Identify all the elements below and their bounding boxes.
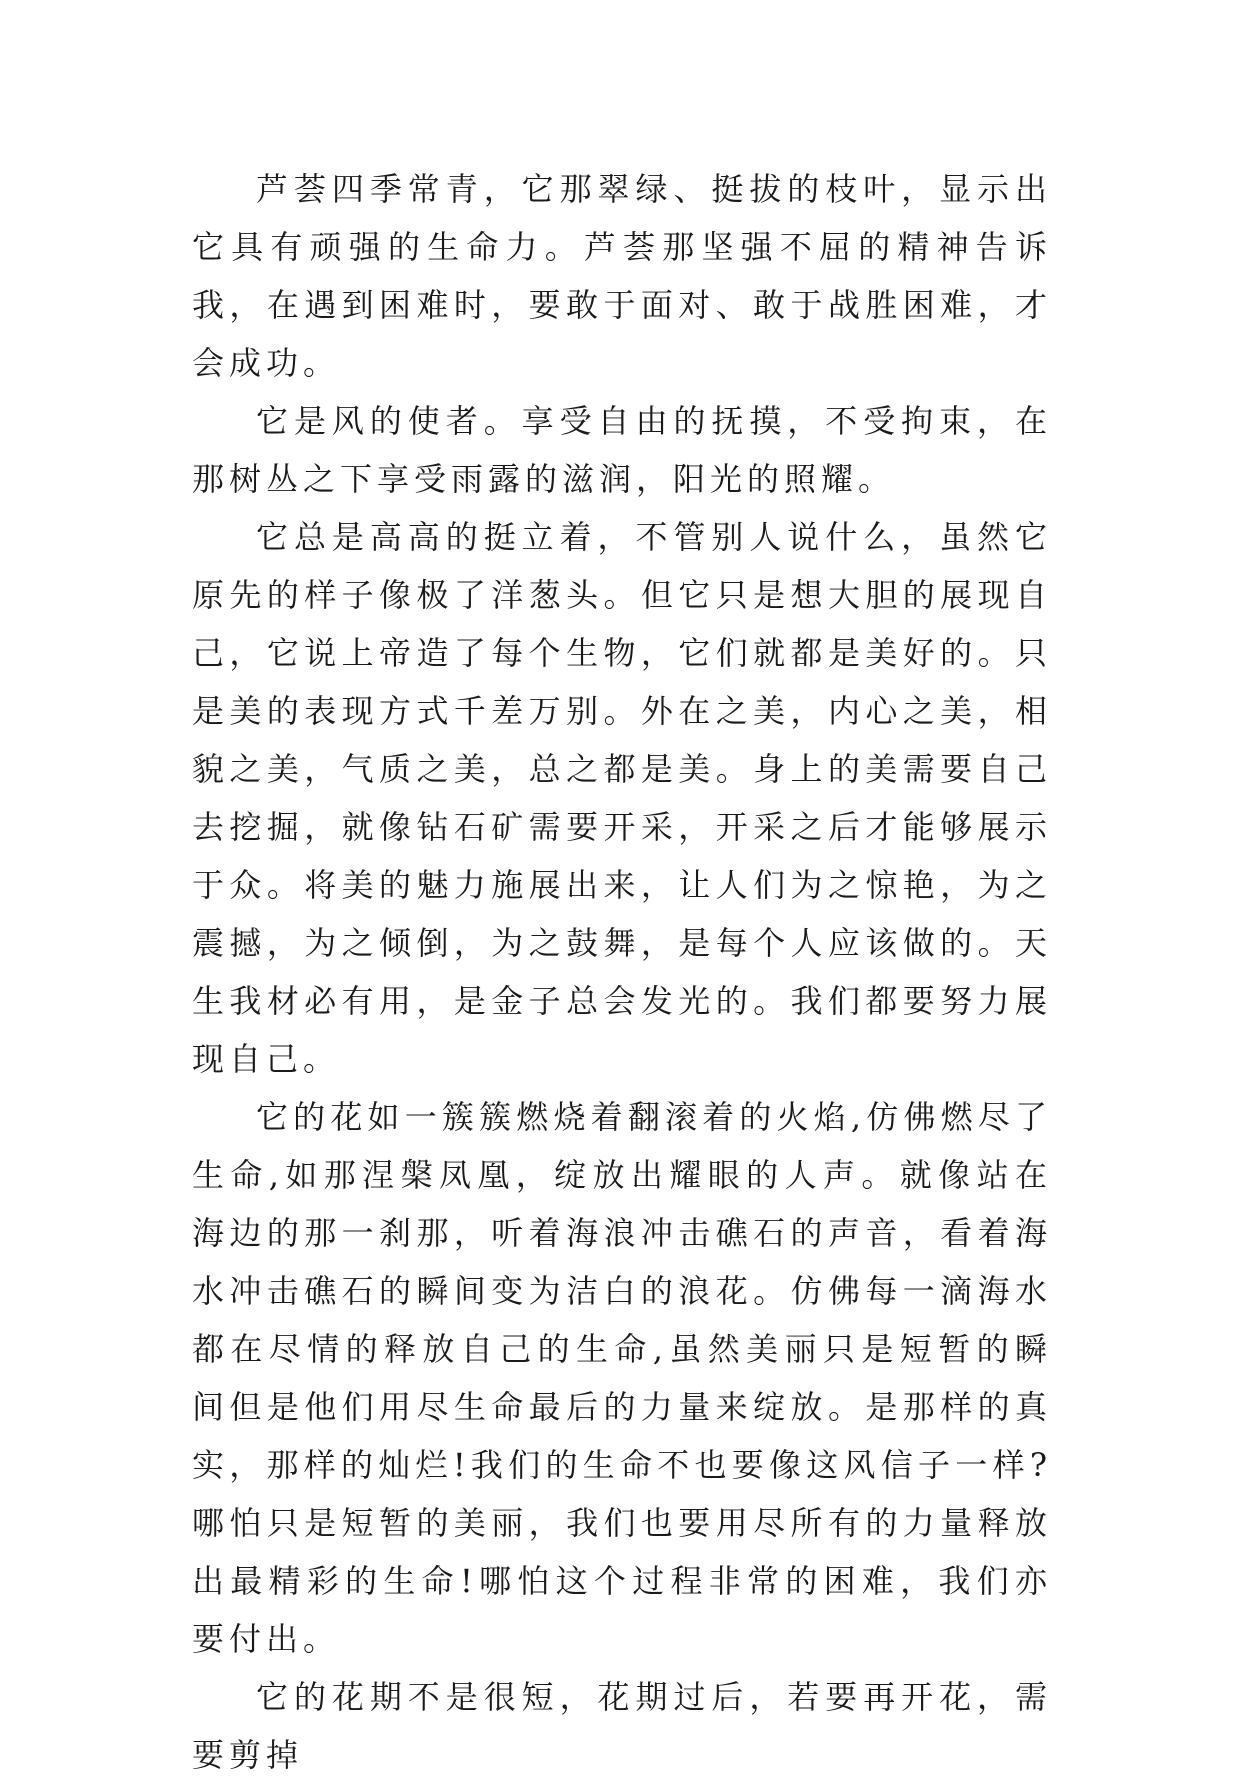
paragraph: 它是风的使者。享受自由的抚摸，不受拘束，在那树丛之下享受雨露的滋润，阳光的照耀。 (192, 402, 1052, 498)
paragraph: 它的花期不是很短，花期过后，若要再开花，需要剪掉 (192, 1678, 1052, 1774)
document-body (192, 160, 1052, 1784)
paragraph: 它总是高高的挺立着，不管别人说什么，虽然它原先的样子像极了洋葱头。但它只是想大胆的展现自己，它说上帝造了每个生物，它们就都是美好的。只是美的表现方式千差万别。外在之美，内心之美，相貌之美，气质之美，总之都是美。身上的美需要自己去挖掘，就像钻石矿需要开采，开采之后才能够展示于众。将美的魅力施展出来，让人们为之惊艳，为之震撼，为之倾倒，为之鼓舞，是每个人应该做的。天生我材必有用，是金子总会发光的。我们都要努力展现自己。 (192, 518, 1052, 1078)
paragraph: 芦荟四季常青，它那翠绿、挺拔的枝叶，显示出它具有顽强的生命力。芦荟那坚强不屈的精神告诉我，在遇到困难时，要敢于面对、敢于战胜困难，才会成功。 (192, 170, 1052, 382)
paragraph: 它的花如一簇簇燃烧着翻滚着的火焰,仿佛燃尽了生命,如那涅槃凤凰，绽放出耀眼的人声。就像站在海边的那一刹那，听着海浪冲击礁石的声音，看着海水冲击礁石的瞬间变为洁白的浪花。仿佛每一滴海水都在尽情的释放自己的生命,虽然美丽只是短暂的瞬间但是他们用尽生命最后的力量来绽放。是那样的真实，那样的灿烂!我们的生命不也要像这风信子一样?哪怕只是短暂的美丽，我们也要用尽所有的力量释放出最精彩的生命!哪怕这个过程非常的困难，我们亦要付出。 (192, 1098, 1052, 1658)
